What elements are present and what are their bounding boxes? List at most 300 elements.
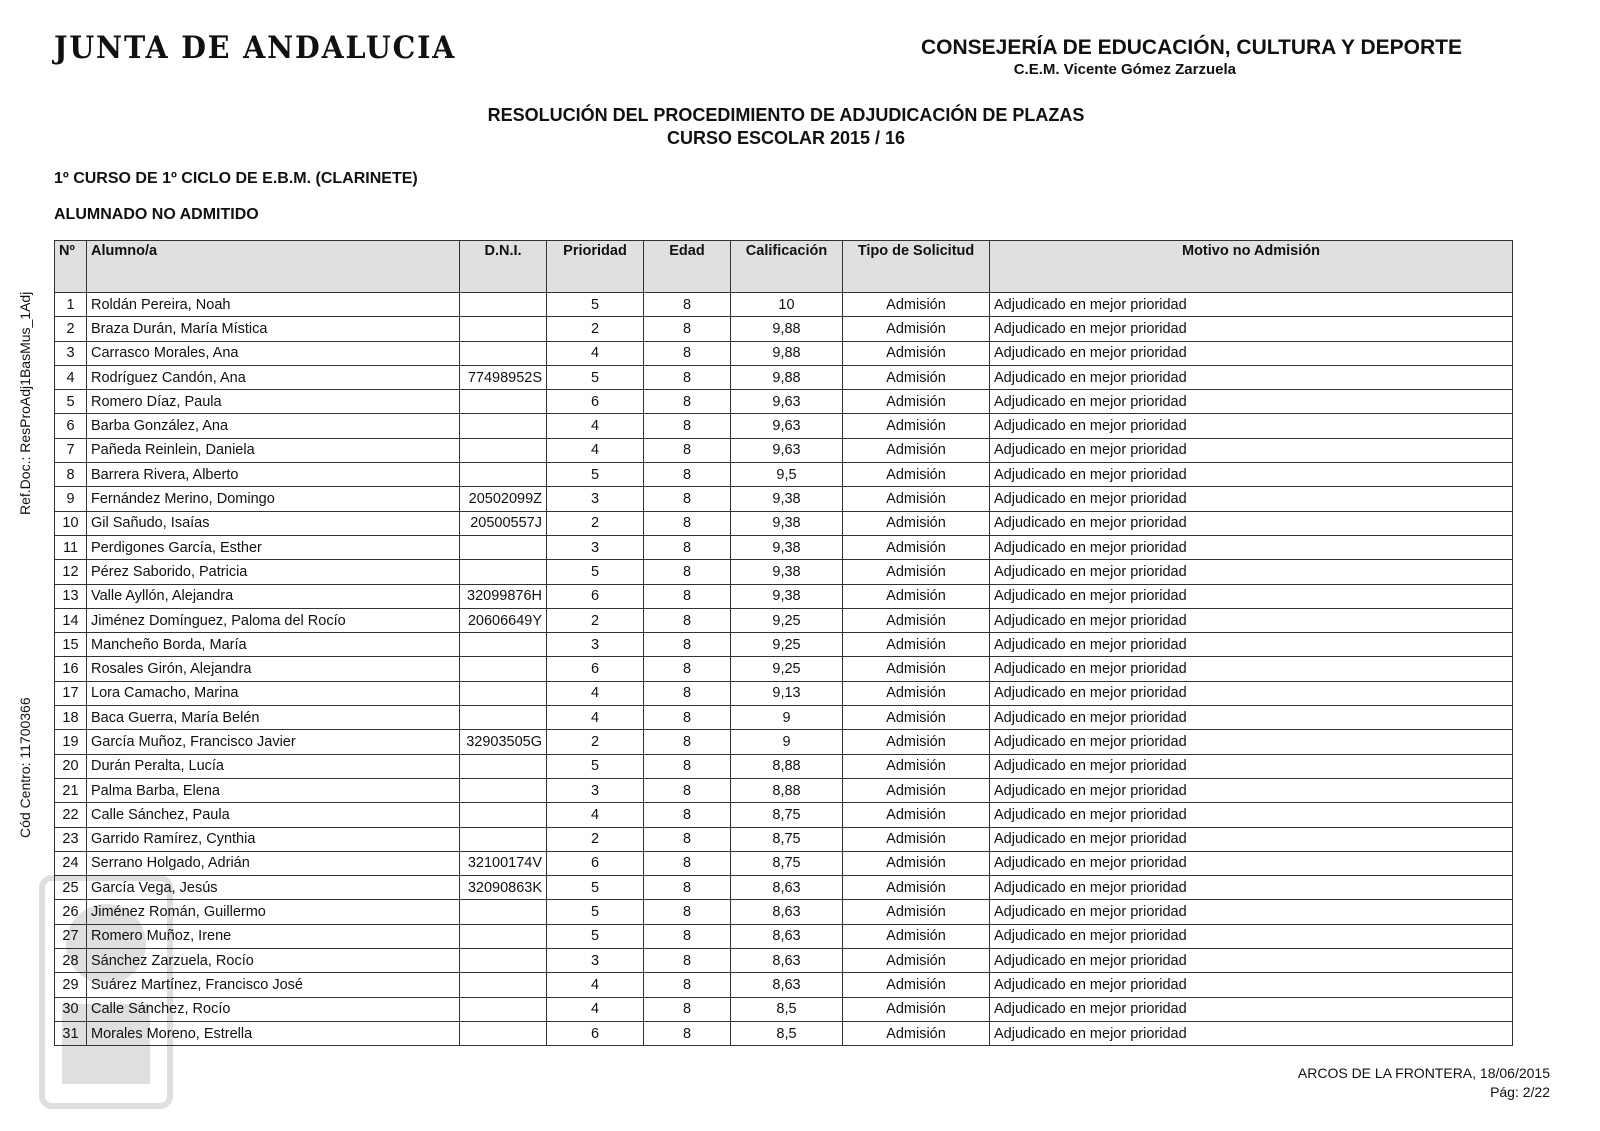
- cell-number: 12: [55, 560, 87, 584]
- column-header-grade: Calificación: [731, 241, 843, 293]
- cell-number: 17: [55, 681, 87, 705]
- cell-age: 8: [644, 560, 731, 584]
- cell-number: 19: [55, 730, 87, 754]
- cell-student: Braza Durán, María Mística: [87, 317, 460, 341]
- table-row: [55, 584, 1513, 608]
- cell-age: 8: [644, 317, 731, 341]
- title-line-1: RESOLUCIÓN DEL PROCEDIMIENTO DE ADJUDICACIÓN DE PLAZAS: [487, 105, 1085, 125]
- cell-student: Sánchez Zarzuela, Rocío: [87, 949, 460, 973]
- table-row: [55, 778, 1513, 802]
- cell-dni: 32903505G: [460, 730, 547, 754]
- cell-student: Mancheño Borda, María: [87, 633, 460, 657]
- cell-request-type: Admisión: [843, 949, 990, 973]
- cell-dni: 20500557J: [460, 511, 547, 535]
- cell-student: Calle Sánchez, Rocío: [87, 997, 460, 1021]
- table-row: [55, 414, 1513, 438]
- cell-number: 28: [55, 949, 87, 973]
- cell-student: Morales Moreno, Estrella: [87, 1021, 460, 1045]
- cell-student: Jiménez Domínguez, Paloma del Rocío: [87, 608, 460, 632]
- cell-age: 8: [644, 1021, 731, 1045]
- cell-reason: Adjudicado en mejor prioridad: [990, 584, 1513, 608]
- cell-priority: 5: [547, 560, 644, 584]
- cell-grade: 9,63: [731, 414, 843, 438]
- cell-age: 8: [644, 511, 731, 535]
- cell-dni: [460, 778, 547, 802]
- cell-priority: 2: [547, 317, 644, 341]
- table-row: [55, 1021, 1513, 1045]
- cell-reason: Adjudicado en mejor prioridad: [990, 949, 1513, 973]
- cell-priority: 4: [547, 997, 644, 1021]
- cell-student: García Muñoz, Francisco Javier: [87, 730, 460, 754]
- cell-grade: 9: [731, 730, 843, 754]
- cell-reason: Adjudicado en mejor prioridad: [990, 511, 1513, 535]
- cell-reason: Adjudicado en mejor prioridad: [990, 706, 1513, 730]
- table-row: [55, 924, 1513, 948]
- cell-request-type: Admisión: [843, 487, 990, 511]
- column-header-dni: D.N.I.: [460, 241, 547, 293]
- column-header-student: Alumno/a: [87, 241, 460, 293]
- table-row: [55, 511, 1513, 535]
- table-row: [55, 876, 1513, 900]
- institution-logo: JUNTA DE ANDALUCIA: [54, 30, 457, 66]
- table-row: [55, 365, 1513, 389]
- cell-grade: 9: [731, 706, 843, 730]
- cell-age: 8: [644, 438, 731, 462]
- table-row: [55, 657, 1513, 681]
- cell-grade: 8,63: [731, 876, 843, 900]
- cell-grade: 9,88: [731, 365, 843, 389]
- cell-number: 18: [55, 706, 87, 730]
- cell-request-type: Admisión: [843, 535, 990, 559]
- cell-grade: 9,38: [731, 560, 843, 584]
- cell-dni: [460, 317, 547, 341]
- cell-dni: [460, 973, 547, 997]
- cell-student: Gil Sañudo, Isaías: [87, 511, 460, 535]
- cell-dni: [460, 463, 547, 487]
- cell-student: Durán Peralta, Lucía: [87, 754, 460, 778]
- cell-student: Pañeda Reinlein, Daniela: [87, 438, 460, 462]
- table-row: [55, 949, 1513, 973]
- cell-student: Lora Camacho, Marina: [87, 681, 460, 705]
- cell-priority: 5: [547, 924, 644, 948]
- center-name: C.E.M. Vicente Gómez Zarzuela: [1013, 61, 1236, 78]
- cell-grade: 9,88: [731, 317, 843, 341]
- cell-age: 8: [644, 414, 731, 438]
- cell-dni: [460, 924, 547, 948]
- cell-age: 8: [644, 900, 731, 924]
- cell-request-type: Admisión: [843, 754, 990, 778]
- cell-grade: 9,88: [731, 341, 843, 365]
- cell-student: Rosales Girón, Alejandra: [87, 657, 460, 681]
- cell-age: 8: [644, 876, 731, 900]
- cell-grade: 8,63: [731, 900, 843, 924]
- cell-dni: 32090863K: [460, 876, 547, 900]
- cell-age: 8: [644, 851, 731, 875]
- cell-number: 6: [55, 414, 87, 438]
- cell-priority: 3: [547, 778, 644, 802]
- cell-dni: [460, 706, 547, 730]
- cell-grade: 8,5: [731, 1021, 843, 1045]
- table-row: [55, 341, 1513, 365]
- cell-reason: Adjudicado en mejor prioridad: [990, 900, 1513, 924]
- cell-age: 8: [644, 924, 731, 948]
- cell-request-type: Admisión: [843, 365, 990, 389]
- cell-dni: [460, 535, 547, 559]
- cell-grade: 8,75: [731, 827, 843, 851]
- cell-request-type: Admisión: [843, 657, 990, 681]
- cell-number: 21: [55, 778, 87, 802]
- cell-grade: 8,5: [731, 997, 843, 1021]
- cell-number: 23: [55, 827, 87, 851]
- section-heading: ALUMNADO NO ADMITIDO: [54, 206, 259, 223]
- cell-request-type: Admisión: [843, 511, 990, 535]
- cell-reason: Adjudicado en mejor prioridad: [990, 1021, 1513, 1045]
- cell-reason: Adjudicado en mejor prioridad: [990, 463, 1513, 487]
- cell-number: 4: [55, 365, 87, 389]
- cell-age: 8: [644, 608, 731, 632]
- cell-number: 10: [55, 511, 87, 535]
- table-row: [55, 633, 1513, 657]
- table-row: [55, 997, 1513, 1021]
- cell-grade: 9,25: [731, 608, 843, 632]
- cell-request-type: Admisión: [843, 560, 990, 584]
- cell-priority: 2: [547, 730, 644, 754]
- cell-dni: [460, 900, 547, 924]
- cell-dni: 20502099Z: [460, 487, 547, 511]
- table-row: [55, 730, 1513, 754]
- table-row: [55, 827, 1513, 851]
- cell-dni: [460, 949, 547, 973]
- cell-student: Romero Díaz, Paula: [87, 390, 460, 414]
- cell-grade: 9,5: [731, 463, 843, 487]
- cell-grade: 8,63: [731, 924, 843, 948]
- cell-dni: [460, 293, 547, 317]
- cell-student: Romero Muñoz, Irene: [87, 924, 460, 948]
- column-header-number: Nº: [55, 241, 87, 293]
- cell-request-type: Admisión: [843, 827, 990, 851]
- cell-student: Valle Ayllón, Alejandra: [87, 584, 460, 608]
- cell-request-type: Admisión: [843, 706, 990, 730]
- cell-reason: Adjudicado en mejor prioridad: [990, 657, 1513, 681]
- cell-number: 7: [55, 438, 87, 462]
- cell-age: 8: [644, 487, 731, 511]
- table-row: [55, 438, 1513, 462]
- cell-reason: Adjudicado en mejor prioridad: [990, 293, 1513, 317]
- cell-priority: 5: [547, 293, 644, 317]
- table-row: [55, 851, 1513, 875]
- cell-grade: 8,63: [731, 973, 843, 997]
- footer-place-date: ARCOS DE LA FRONTERA, 18/06/2015: [1297, 1065, 1550, 1081]
- cell-number: 25: [55, 876, 87, 900]
- cell-request-type: Admisión: [843, 317, 990, 341]
- cell-reason: Adjudicado en mejor prioridad: [990, 438, 1513, 462]
- cell-priority: 4: [547, 438, 644, 462]
- cell-priority: 4: [547, 706, 644, 730]
- cell-number: 1: [55, 293, 87, 317]
- cell-priority: 4: [547, 341, 644, 365]
- column-header-priority: Prioridad: [547, 241, 644, 293]
- cell-number: 11: [55, 535, 87, 559]
- cell-reason: Adjudicado en mejor prioridad: [990, 390, 1513, 414]
- table-header-row: [55, 241, 1513, 293]
- cell-reason: Adjudicado en mejor prioridad: [990, 973, 1513, 997]
- cell-dni: [460, 633, 547, 657]
- center-code: Cód Centro: 11700366: [17, 697, 33, 838]
- document-title: [0, 104, 1572, 150]
- cell-number: 15: [55, 633, 87, 657]
- cell-priority: 3: [547, 949, 644, 973]
- cell-request-type: Admisión: [843, 876, 990, 900]
- table-row: [55, 706, 1513, 730]
- cell-request-type: Admisión: [843, 608, 990, 632]
- cell-reason: Adjudicado en mejor prioridad: [990, 851, 1513, 875]
- cell-reason: Adjudicado en mejor prioridad: [990, 754, 1513, 778]
- cell-reason: Adjudicado en mejor prioridad: [990, 681, 1513, 705]
- cell-request-type: Admisión: [843, 414, 990, 438]
- cell-reason: Adjudicado en mejor prioridad: [990, 876, 1513, 900]
- cell-priority: 6: [547, 1021, 644, 1045]
- cell-student: Garrido Ramírez, Cynthia: [87, 827, 460, 851]
- cell-student: Palma Barba, Elena: [87, 778, 460, 802]
- header-department-block: [921, 36, 1462, 78]
- cell-reason: Adjudicado en mejor prioridad: [990, 317, 1513, 341]
- cell-dni: [460, 657, 547, 681]
- cell-number: 22: [55, 803, 87, 827]
- cell-age: 8: [644, 584, 731, 608]
- cell-priority: 2: [547, 511, 644, 535]
- cell-age: 8: [644, 390, 731, 414]
- title-line-2: CURSO ESCOLAR 2015 / 16: [666, 128, 906, 148]
- cell-dni: [460, 560, 547, 584]
- cell-grade: 9,38: [731, 511, 843, 535]
- table-row: [55, 487, 1513, 511]
- table-row: [55, 803, 1513, 827]
- cell-request-type: Admisión: [843, 463, 990, 487]
- cell-grade: 9,63: [731, 438, 843, 462]
- cell-reason: Adjudicado en mejor prioridad: [990, 535, 1513, 559]
- cell-age: 8: [644, 730, 731, 754]
- cell-dni: [460, 681, 547, 705]
- cell-age: 8: [644, 633, 731, 657]
- cell-age: 8: [644, 293, 731, 317]
- cell-grade: 8,63: [731, 949, 843, 973]
- cell-age: 8: [644, 341, 731, 365]
- cell-student: Baca Guerra, María Belén: [87, 706, 460, 730]
- cell-age: 8: [644, 706, 731, 730]
- cell-age: 8: [644, 365, 731, 389]
- cell-number: 26: [55, 900, 87, 924]
- cell-priority: 4: [547, 973, 644, 997]
- column-header-age: Edad: [644, 241, 731, 293]
- cell-dni: 77498952S: [460, 365, 547, 389]
- cell-grade: 8,88: [731, 754, 843, 778]
- cell-age: 8: [644, 973, 731, 997]
- table-row: [55, 463, 1513, 487]
- cell-request-type: Admisión: [843, 341, 990, 365]
- cell-dni: [460, 438, 547, 462]
- cell-number: 8: [55, 463, 87, 487]
- cell-request-type: Admisión: [843, 633, 990, 657]
- footer: [1298, 1064, 1550, 1102]
- cell-priority: 3: [547, 633, 644, 657]
- cell-reason: Adjudicado en mejor prioridad: [990, 633, 1513, 657]
- cell-priority: 2: [547, 608, 644, 632]
- cell-number: 29: [55, 973, 87, 997]
- cell-reason: Adjudicado en mejor prioridad: [990, 730, 1513, 754]
- cell-age: 8: [644, 754, 731, 778]
- cell-reason: Adjudicado en mejor prioridad: [990, 414, 1513, 438]
- cell-dni: 32100174V: [460, 851, 547, 875]
- table-body: [55, 293, 1513, 1046]
- cell-grade: 10: [731, 293, 843, 317]
- cell-student: Fernández Merino, Domingo: [87, 487, 460, 511]
- cell-number: 3: [55, 341, 87, 365]
- cell-number: 9: [55, 487, 87, 511]
- cell-student: Suárez Martínez, Francisco José: [87, 973, 460, 997]
- cell-request-type: Admisión: [843, 1021, 990, 1045]
- table-row: [55, 390, 1513, 414]
- cell-request-type: Admisión: [843, 803, 990, 827]
- table-row: [55, 973, 1513, 997]
- cell-grade: 9,63: [731, 390, 843, 414]
- cell-reason: Adjudicado en mejor prioridad: [990, 803, 1513, 827]
- cell-request-type: Admisión: [843, 924, 990, 948]
- cell-priority: 5: [547, 365, 644, 389]
- cell-student: Serrano Holgado, Adrián: [87, 851, 460, 875]
- cell-grade: 8,88: [731, 778, 843, 802]
- cell-age: 8: [644, 657, 731, 681]
- cell-reason: Adjudicado en mejor prioridad: [990, 778, 1513, 802]
- cell-number: 16: [55, 657, 87, 681]
- table-row: [55, 535, 1513, 559]
- cell-student: Perdigones García, Esther: [87, 535, 460, 559]
- cell-grade: 8,75: [731, 803, 843, 827]
- column-header-reason: Motivo no Admisión: [990, 241, 1513, 293]
- cell-reason: Adjudicado en mejor prioridad: [990, 608, 1513, 632]
- document-reference: Ref.Doc.: ResProAdj1BasMus_1Adj: [17, 291, 33, 515]
- cell-student: Barba González, Ana: [87, 414, 460, 438]
- cell-grade: 9,13: [731, 681, 843, 705]
- cell-request-type: Admisión: [843, 730, 990, 754]
- cell-request-type: Admisión: [843, 438, 990, 462]
- cell-dni: [460, 414, 547, 438]
- course-heading: 1º CURSO DE 1º CICLO DE E.B.M. (CLARINETE): [54, 170, 418, 187]
- cell-dni: [460, 1021, 547, 1045]
- cell-age: 8: [644, 827, 731, 851]
- cell-age: 8: [644, 778, 731, 802]
- cell-request-type: Admisión: [843, 973, 990, 997]
- cell-dni: 20606649Y: [460, 608, 547, 632]
- cell-grade: 9,25: [731, 633, 843, 657]
- cell-reason: Adjudicado en mejor prioridad: [990, 365, 1513, 389]
- cell-reason: Adjudicado en mejor prioridad: [990, 827, 1513, 851]
- cell-priority: 5: [547, 876, 644, 900]
- cell-number: 14: [55, 608, 87, 632]
- cell-priority: 5: [547, 754, 644, 778]
- cell-dni: 32099876H: [460, 584, 547, 608]
- department-name: CONSEJERÍA DE EDUCACIÓN, CULTURA Y DEPORTE: [920, 36, 1462, 59]
- cell-reason: Adjudicado en mejor prioridad: [990, 560, 1513, 584]
- cell-age: 8: [644, 681, 731, 705]
- cell-student: Carrasco Morales, Ana: [87, 341, 460, 365]
- cell-priority: 6: [547, 851, 644, 875]
- cell-grade: 9,25: [731, 657, 843, 681]
- cell-priority: 6: [547, 584, 644, 608]
- footer-page-number: Pág: 2/22: [1490, 1084, 1550, 1100]
- cell-grade: 9,38: [731, 584, 843, 608]
- admission-table: [54, 240, 1513, 1046]
- cell-dni: [460, 341, 547, 365]
- cell-number: 5: [55, 390, 87, 414]
- table-row: [55, 608, 1513, 632]
- cell-dni: [460, 997, 547, 1021]
- cell-grade: 9,38: [731, 535, 843, 559]
- cell-grade: 8,75: [731, 851, 843, 875]
- column-header-request-type: Tipo de Solicitud: [843, 241, 990, 293]
- cell-priority: 5: [547, 463, 644, 487]
- cell-student: Barrera Rivera, Alberto: [87, 463, 460, 487]
- cell-request-type: Admisión: [843, 584, 990, 608]
- cell-student: Rodríguez Candón, Ana: [87, 365, 460, 389]
- cell-priority: 4: [547, 803, 644, 827]
- cell-age: 8: [644, 463, 731, 487]
- cell-priority: 6: [547, 390, 644, 414]
- cell-age: 8: [644, 997, 731, 1021]
- cell-priority: 6: [547, 657, 644, 681]
- cell-priority: 2: [547, 827, 644, 851]
- cell-number: 27: [55, 924, 87, 948]
- cell-student: Jiménez Román, Guillermo: [87, 900, 460, 924]
- cell-student: Pérez Saborido, Patricia: [87, 560, 460, 584]
- cell-request-type: Admisión: [843, 900, 990, 924]
- cell-priority: 4: [547, 414, 644, 438]
- cell-request-type: Admisión: [843, 681, 990, 705]
- cell-priority: 4: [547, 681, 644, 705]
- cell-age: 8: [644, 535, 731, 559]
- table-row: [55, 900, 1513, 924]
- cell-dni: [460, 754, 547, 778]
- cell-reason: Adjudicado en mejor prioridad: [990, 341, 1513, 365]
- cell-reason: Adjudicado en mejor prioridad: [990, 997, 1513, 1021]
- cell-number: 24: [55, 851, 87, 875]
- cell-dni: [460, 827, 547, 851]
- cell-student: Roldán Pereira, Noah: [87, 293, 460, 317]
- cell-request-type: Admisión: [843, 293, 990, 317]
- cell-request-type: Admisión: [843, 390, 990, 414]
- table-row: [55, 681, 1513, 705]
- cell-number: 30: [55, 997, 87, 1021]
- cell-dni: [460, 803, 547, 827]
- cell-priority: 3: [547, 487, 644, 511]
- cell-age: 8: [644, 949, 731, 973]
- cell-number: 2: [55, 317, 87, 341]
- cell-number: 20: [55, 754, 87, 778]
- cell-priority: 5: [547, 900, 644, 924]
- cell-number: 13: [55, 584, 87, 608]
- cell-age: 8: [644, 803, 731, 827]
- cell-request-type: Admisión: [843, 997, 990, 1021]
- cell-student: García Vega, Jesús: [87, 876, 460, 900]
- cell-reason: Adjudicado en mejor prioridad: [990, 487, 1513, 511]
- table-row: [55, 317, 1513, 341]
- cell-request-type: Admisión: [843, 851, 990, 875]
- cell-priority: 3: [547, 535, 644, 559]
- table-row: [55, 293, 1513, 317]
- table-row: [55, 560, 1513, 584]
- cell-number: 31: [55, 1021, 87, 1045]
- cell-reason: Adjudicado en mejor prioridad: [990, 924, 1513, 948]
- cell-request-type: Admisión: [843, 778, 990, 802]
